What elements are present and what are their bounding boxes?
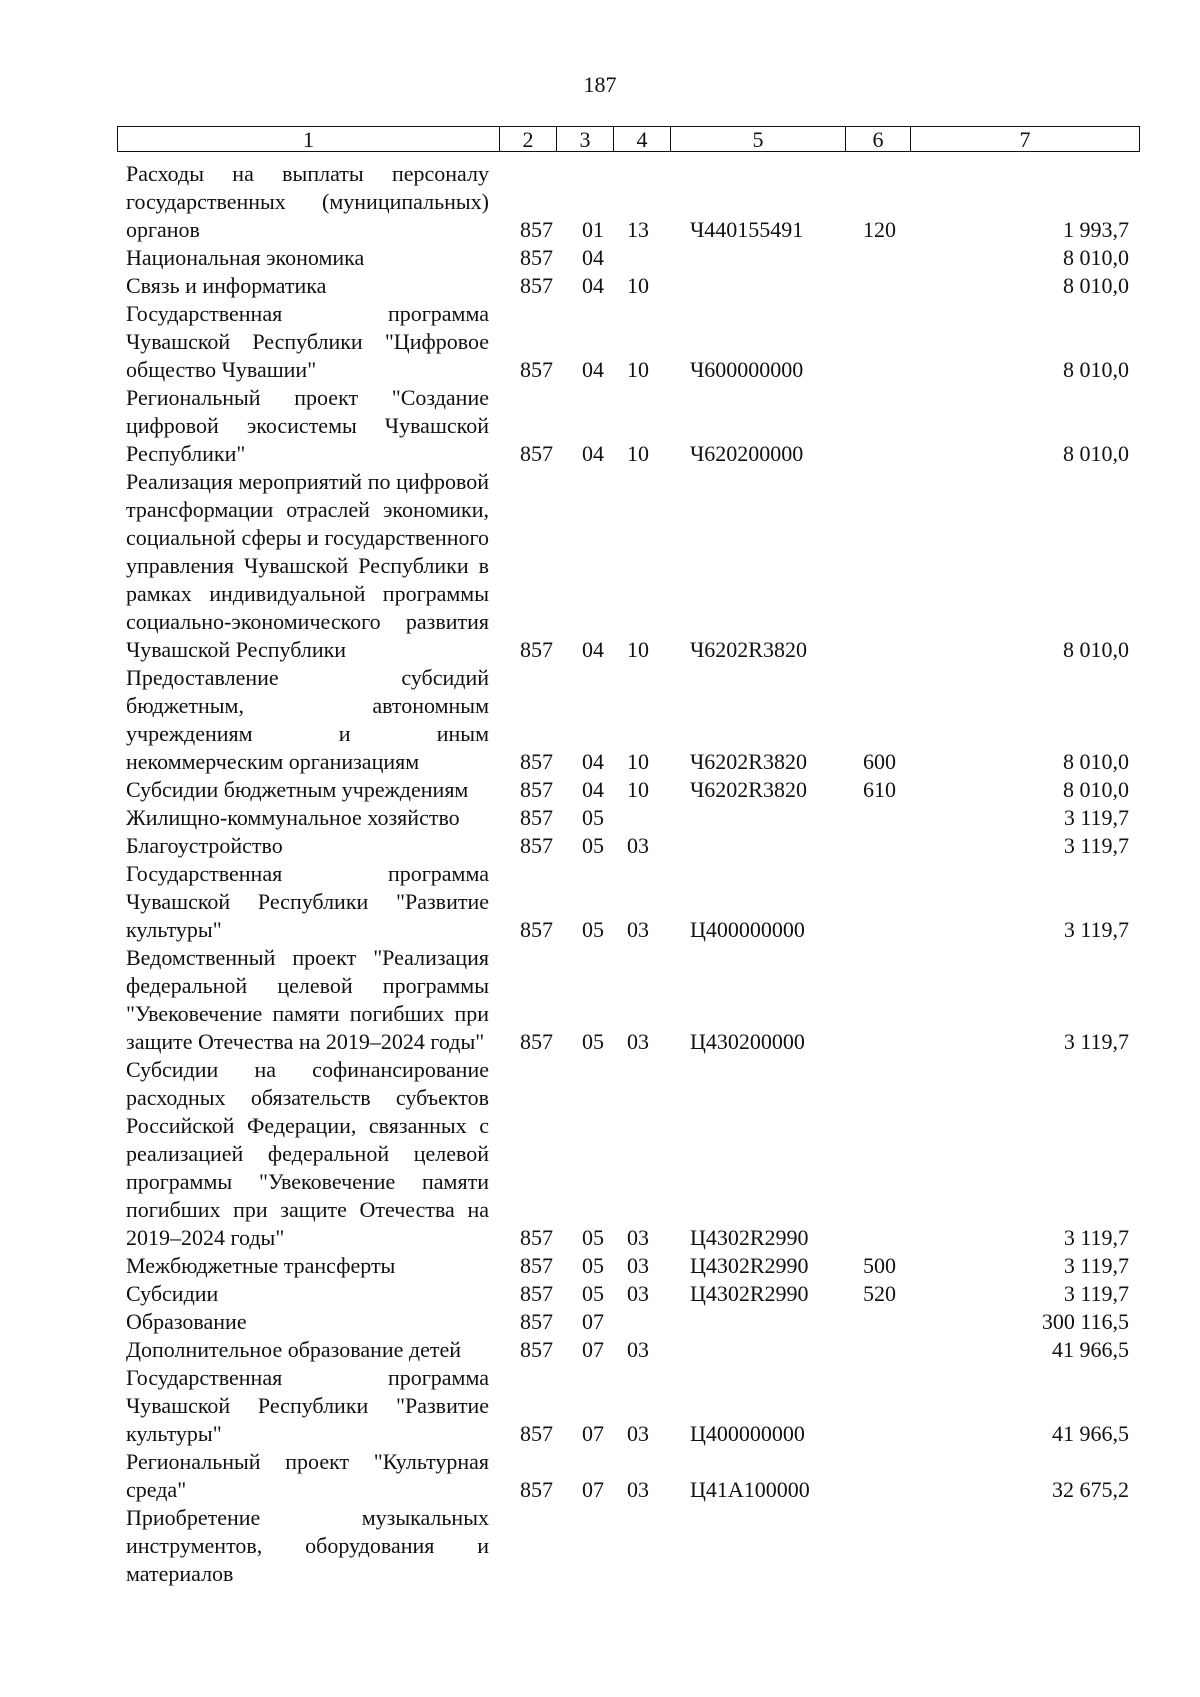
row-name: Региональный проект "Создание цифровой экосистемы Чувашской Республики": [126, 385, 489, 466]
row-amount: 8 010,0: [1063, 777, 1129, 802]
row-section: 05: [582, 1253, 604, 1278]
row-amount: 8 010,0: [1063, 441, 1129, 466]
row-section: 05: [582, 833, 604, 858]
table-row: [117, 1448, 1139, 1504]
row-amount: 41 966,5: [1052, 1337, 1129, 1362]
row-section: 04: [582, 357, 604, 382]
row-amount: 3 119,7: [1063, 833, 1129, 858]
row-expense-type: [845, 1364, 910, 1448]
row-target-item: [670, 1336, 845, 1364]
row-section: [556, 1504, 613, 1588]
row-subsection: 03: [627, 833, 649, 858]
row-amount: 3 119,7: [1063, 1029, 1129, 1054]
row-department: 857: [520, 1281, 553, 1306]
row-expense-type: [845, 1056, 910, 1252]
row-amount: 8 010,0: [1063, 273, 1129, 298]
table-row: [117, 272, 1139, 300]
row-expense-type: 520: [863, 1281, 896, 1306]
row-section: 04: [582, 441, 604, 466]
row-subsection: 03: [627, 1281, 649, 1306]
row-subsection: 03: [627, 1421, 649, 1446]
row-expense-type: [845, 944, 910, 1056]
table-row: [117, 244, 1139, 272]
row-subsection: 03: [627, 1253, 649, 1278]
row-section: 05: [582, 805, 604, 830]
row-section: 04: [582, 777, 604, 802]
row-department: [499, 1504, 556, 1588]
row-target-item: [670, 1504, 845, 1588]
table-row: [117, 944, 1139, 1056]
row-department: 857: [520, 637, 553, 662]
row-subsection: 03: [627, 1477, 649, 1502]
row-name: Жилищно-коммунальное хозяйство: [126, 805, 460, 830]
row-department: 857: [520, 1421, 553, 1446]
table-row: [117, 664, 1139, 776]
row-department: 857: [520, 273, 553, 298]
table-row: [117, 804, 1139, 832]
column-header-table: [117, 126, 1140, 152]
row-section: 05: [582, 1029, 604, 1054]
row-section: 01: [582, 217, 604, 242]
row-section: 07: [582, 1309, 604, 1334]
row-subsection: 13: [627, 217, 649, 242]
row-department: 857: [520, 1225, 553, 1250]
table-row: [117, 832, 1139, 860]
row-target-item: Ц41А100000: [690, 1477, 810, 1502]
row-subsection: 10: [627, 273, 649, 298]
row-amount: 3 119,7: [1063, 917, 1129, 942]
row-department: 857: [520, 1253, 553, 1278]
row-department: 857: [520, 917, 553, 942]
row-subsection: 10: [627, 637, 649, 662]
row-department: 857: [520, 245, 553, 270]
column-header-5: 5: [671, 127, 846, 152]
row-expense-type: 610: [863, 777, 896, 802]
column-header-7: 7: [911, 127, 1140, 152]
row-name: Государственная программа Чувашской Республики "Цифровое общество Чувашии": [126, 301, 489, 382]
column-header-6: 6: [846, 127, 911, 152]
row-amount: 8 010,0: [1063, 637, 1129, 662]
row-name: Связь и информатика: [126, 273, 327, 298]
row-target-item: [670, 244, 845, 272]
row-section: 05: [582, 1281, 604, 1306]
row-section: 07: [582, 1337, 604, 1362]
row-subsection: 03: [627, 1225, 649, 1250]
column-header-2: 2: [500, 127, 557, 152]
row-target-item: Ц400000000: [690, 1421, 805, 1446]
row-amount: 41 966,5: [1052, 1421, 1129, 1446]
row-department: 857: [520, 217, 553, 242]
row-department: 857: [520, 1337, 553, 1362]
table-row: [117, 384, 1139, 468]
table-body: [117, 160, 1139, 1588]
table-row: [117, 1252, 1139, 1280]
row-name: Дополнительное образование детей: [126, 1337, 462, 1362]
row-target-item: Ч6202R3820: [690, 637, 807, 662]
row-department: 857: [520, 833, 553, 858]
row-name: Региональный проект "Культурная среда": [126, 1449, 489, 1502]
table-row: [117, 1280, 1139, 1308]
row-target-item: Ч620200000: [690, 441, 804, 466]
row-subsection: 10: [627, 357, 649, 382]
row-name: Государственная программа Чувашской Республики "Развитие культуры": [126, 1365, 489, 1446]
row-section: 04: [582, 749, 604, 774]
row-expense-type: [845, 1336, 910, 1364]
row-target-item: [670, 832, 845, 860]
row-expense-type: [845, 244, 910, 272]
row-expense-type: [845, 1448, 910, 1504]
page-number: 187: [583, 72, 617, 97]
row-department: 857: [520, 357, 553, 382]
row-target-item: [670, 804, 845, 832]
column-header-4: 4: [614, 127, 671, 152]
row-name: Национальная экономика: [126, 245, 365, 270]
row-subsection: [613, 244, 670, 272]
row-subsection: [613, 804, 670, 832]
row-name: Межбюджетные трансферты: [126, 1253, 396, 1278]
row-subsection: 03: [627, 1029, 649, 1054]
row-name: Ведомственный проект "Реализация федеральной целевой программы "Увековечение памяти погибших при защите Отечества на 2019–2024 годы": [126, 945, 489, 1054]
table-row: [117, 1056, 1139, 1252]
row-department: 857: [520, 777, 553, 802]
row-target-item: Ц4302R2990: [690, 1281, 809, 1306]
row-target-item: Ч600000000: [690, 357, 804, 382]
row-expense-type: [845, 384, 910, 468]
row-expense-type: 120: [863, 217, 896, 242]
row-expense-type: [845, 804, 910, 832]
row-department: 857: [520, 441, 553, 466]
row-department: 857: [520, 749, 553, 774]
row-target-item: Ц400000000: [690, 917, 805, 942]
row-target-item: Ц430200000: [690, 1029, 805, 1054]
row-expense-type: [845, 1308, 910, 1336]
row-name: Благоустройство: [126, 833, 283, 858]
row-amount: 3 119,7: [1063, 1281, 1129, 1306]
row-name: Реализация мероприятий по цифровой трансформации отраслей экономики, социальной сферы и государственного управления Чувашской Республики в рамках индивидуальной программы социально-экономического развития Чувашской Республики: [126, 469, 489, 662]
row-amount: 3 119,7: [1063, 805, 1129, 830]
row-name: Субсидии бюджетным учреждениям: [126, 777, 469, 802]
row-amount: 300 116,5: [1041, 1309, 1129, 1334]
row-target-item: Ч6202R3820: [690, 749, 807, 774]
table-row: [117, 1308, 1139, 1336]
row-expense-type: [845, 300, 910, 384]
row-subsection: 03: [627, 917, 649, 942]
table-row: [117, 776, 1139, 804]
row-department: 857: [520, 1029, 553, 1054]
row-target-item: Ч440155491: [690, 217, 804, 242]
row-amount: 3 119,7: [1063, 1225, 1129, 1250]
row-amount: 3 119,7: [1063, 1253, 1129, 1278]
row-subsection: [613, 1308, 670, 1336]
row-subsection: 10: [627, 777, 649, 802]
row-subsection: [613, 1504, 670, 1588]
row-department: 857: [520, 1477, 553, 1502]
row-name: Образование: [126, 1309, 247, 1334]
row-section: 04: [582, 637, 604, 662]
table-row: [117, 300, 1139, 384]
row-target-item: Ц4302R2990: [690, 1253, 809, 1278]
budget-table: [117, 160, 1139, 1588]
row-target-item: [670, 1308, 845, 1336]
row-expense-type: 500: [863, 1253, 896, 1278]
column-header-row: [118, 127, 1140, 152]
column-header-1: 1: [118, 127, 500, 152]
row-expense-type: [845, 468, 910, 664]
row-section: 04: [582, 273, 604, 298]
row-amount: 32 675,2: [1052, 1477, 1129, 1502]
row-department: 857: [520, 1309, 553, 1334]
row-target-item: [670, 272, 845, 300]
row-expense-type: 600: [863, 749, 896, 774]
row-amount: 8 010,0: [1063, 357, 1129, 382]
row-amount: [910, 1504, 1139, 1588]
row-section: 07: [582, 1477, 604, 1502]
row-section: 04: [582, 245, 604, 270]
column-header-3: 3: [557, 127, 614, 152]
table-row: [117, 860, 1139, 944]
row-target-item: Ч6202R3820: [690, 777, 807, 802]
table-row: [117, 1504, 1139, 1588]
row-expense-type: [845, 272, 910, 300]
row-amount: 1 993,7: [1063, 217, 1129, 242]
row-expense-type: [845, 1504, 910, 1588]
row-target-item: Ц4302R2990: [690, 1225, 809, 1250]
row-name: Государственная программа Чувашской Республики "Развитие культуры": [126, 861, 489, 942]
row-section: 07: [582, 1421, 604, 1446]
table-row: [117, 1364, 1139, 1448]
row-section: 05: [582, 917, 604, 942]
row-department: 857: [520, 805, 553, 830]
row-name: Субсидии на софинансирование расходных обязательств субъектов Российской Федерации, связанных с реализацией федеральной целевой программы "Увековечение памяти погибших при защите Отечества на 2019–2024 годы": [126, 1057, 489, 1250]
row-subsection: 03: [627, 1337, 649, 1362]
row-name: Расходы на выплаты персоналу государственных (муниципальных) органов: [126, 161, 489, 242]
row-expense-type: [845, 832, 910, 860]
row-amount: 8 010,0: [1063, 749, 1129, 774]
row-name: Приобретение музыкальных инструментов, оборудования и материалов: [126, 1505, 489, 1586]
row-name: Предоставление субсидий бюджетным, автономным учреждениям и иным некоммерческим организациям: [126, 665, 489, 774]
row-subsection: 10: [627, 749, 649, 774]
table-row: [117, 468, 1139, 664]
table-row: [117, 160, 1139, 244]
row-subsection: 10: [627, 441, 649, 466]
table-row: [117, 1336, 1139, 1364]
row-expense-type: [845, 860, 910, 944]
row-section: 05: [582, 1225, 604, 1250]
row-amount: 8 010,0: [1063, 245, 1129, 270]
row-name: Субсидии: [126, 1281, 219, 1306]
